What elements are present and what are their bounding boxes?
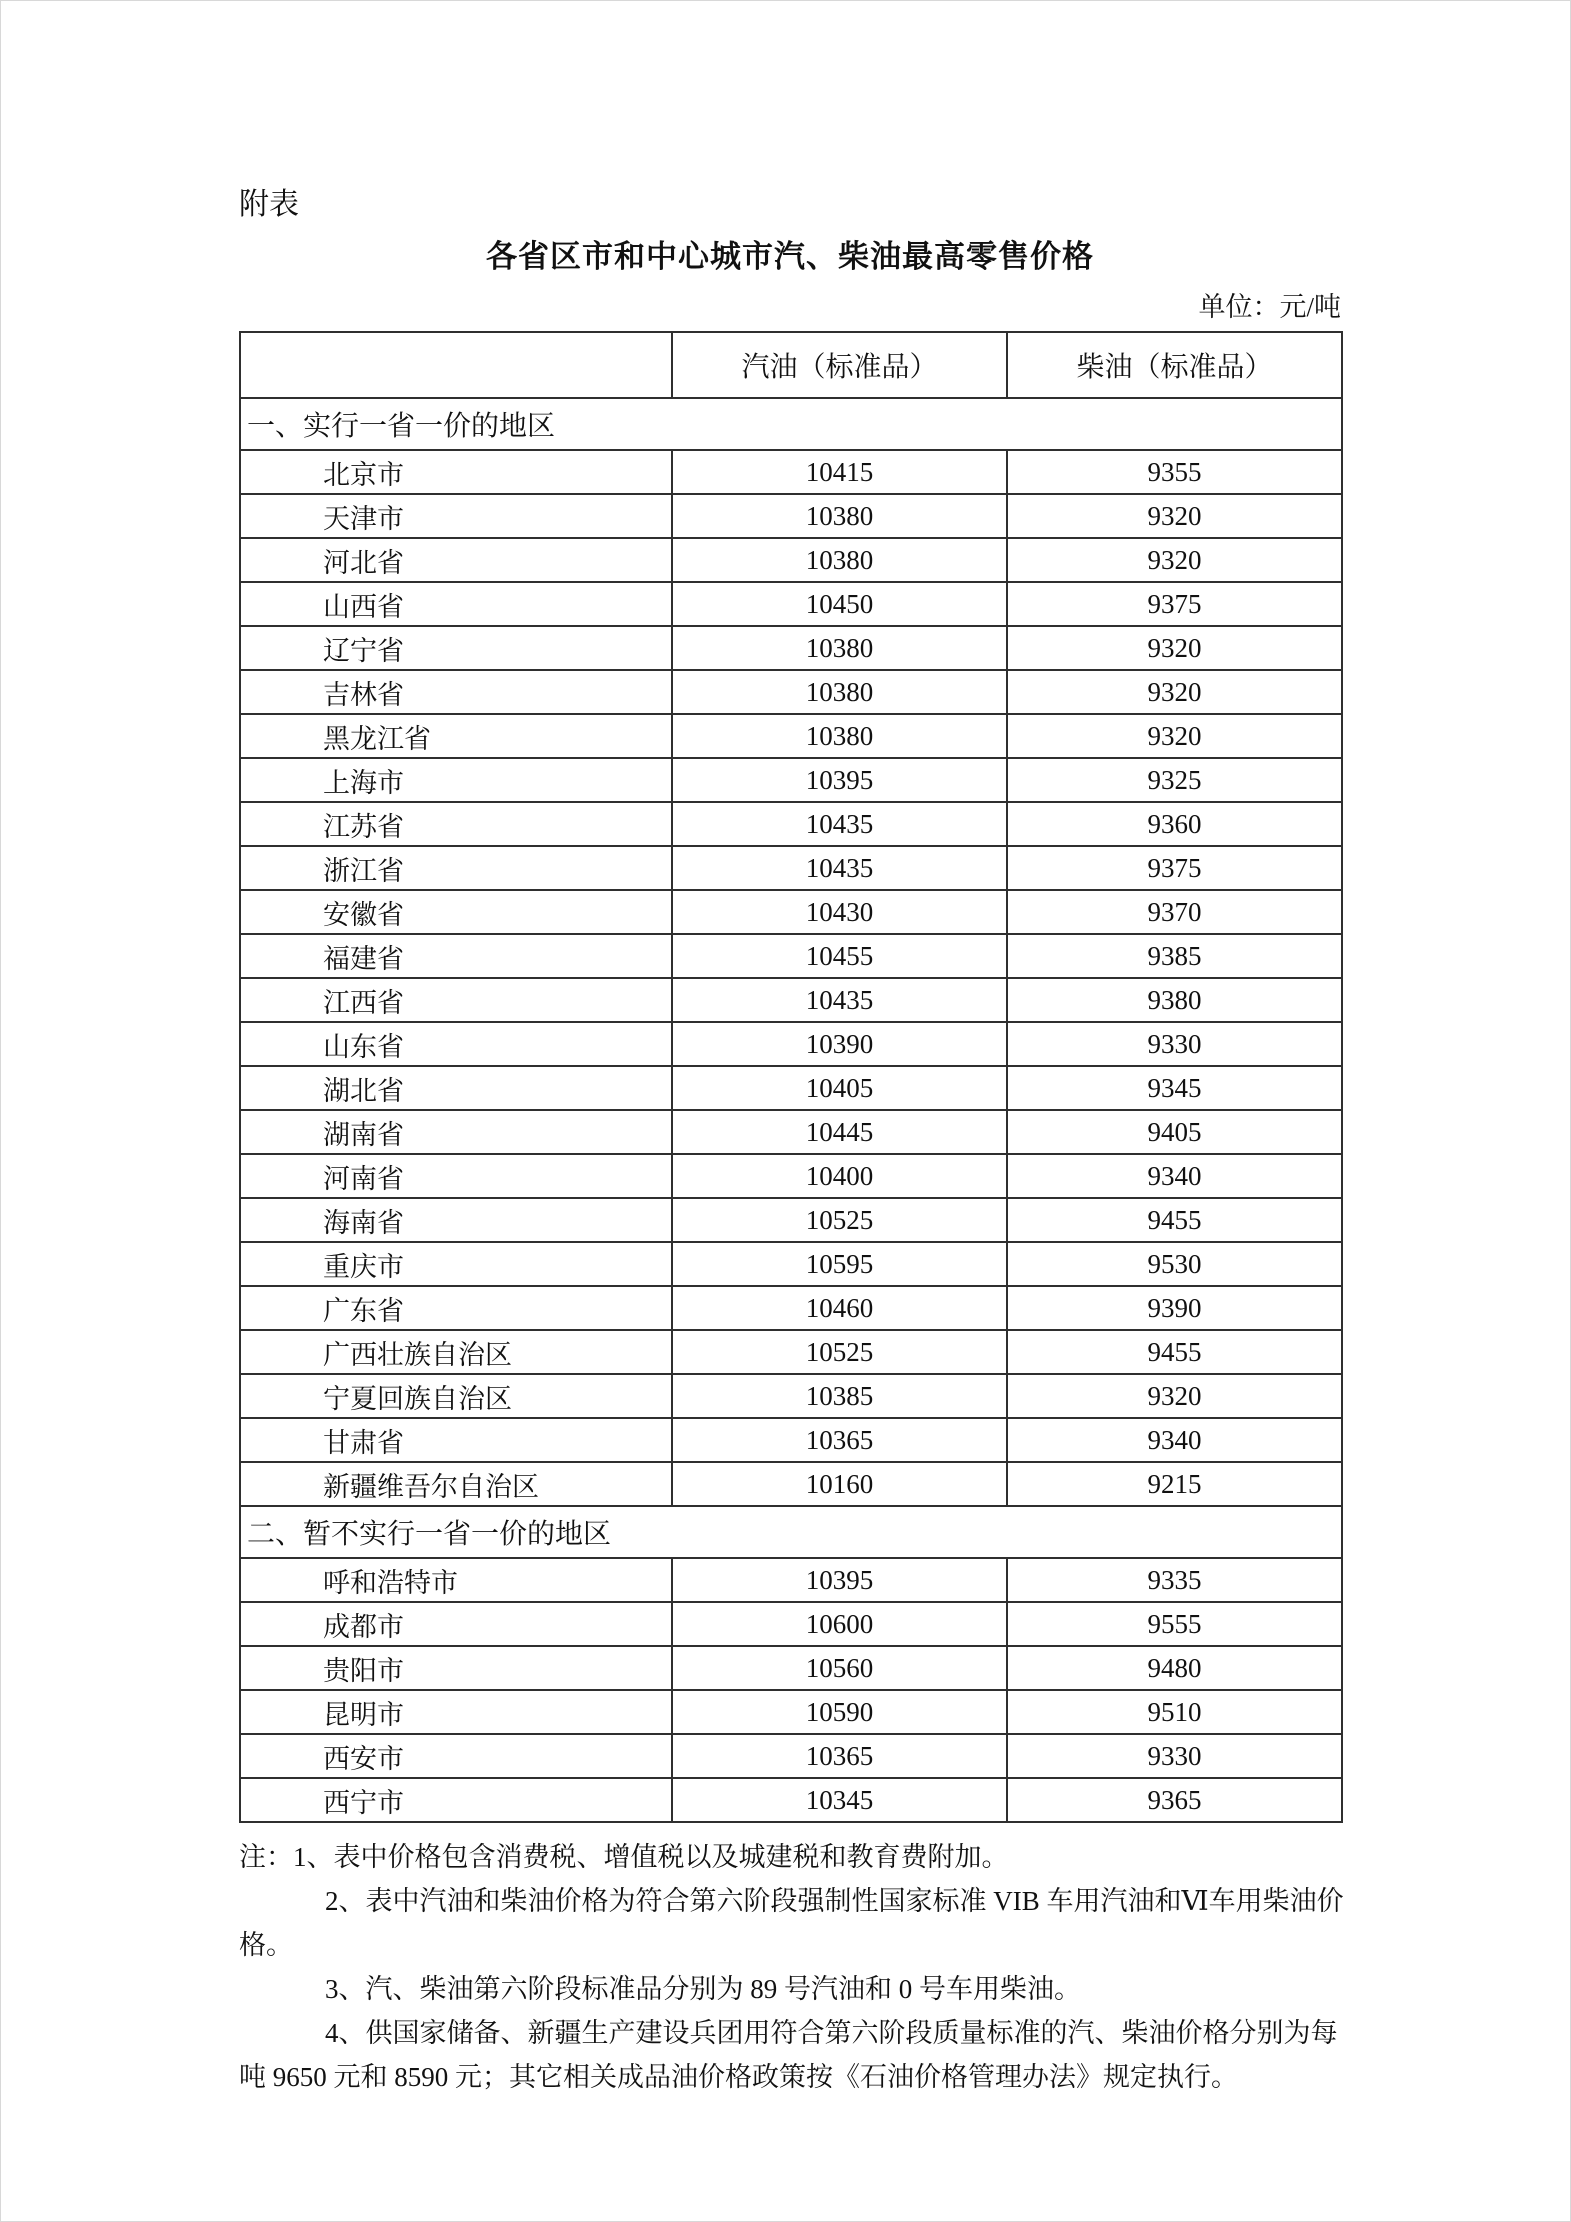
- region-cell: 呼和浩特市: [240, 1558, 672, 1602]
- gasoline-price-cell: 10595: [672, 1242, 1007, 1286]
- section-header-row: [240, 1506, 1342, 1558]
- diesel-price-cell: 9385: [1007, 934, 1342, 978]
- gasoline-price-cell: 10365: [672, 1418, 1007, 1462]
- unit-label: 单位：元/吨: [1198, 292, 1341, 322]
- table-row: [240, 1734, 1342, 1778]
- note-line: 注：1、表中价格包含消费税、增值税以及城建税和教育费附加。: [239, 1842, 1009, 1872]
- gasoline-price-cell: 10385: [672, 1374, 1007, 1418]
- diesel-price-cell: 9320: [1007, 714, 1342, 758]
- gasoline-price-cell: 10365: [672, 1734, 1007, 1778]
- region-cell: 河北省: [240, 538, 672, 582]
- table-row: [240, 1286, 1342, 1330]
- table-row: [240, 758, 1342, 802]
- diesel-price-cell: 9330: [1007, 1022, 1342, 1066]
- region-cell: 广西壮族自治区: [240, 1330, 672, 1374]
- diesel-price-cell: 9355: [1007, 450, 1342, 494]
- table-row: [240, 1066, 1342, 1110]
- section-header-label: 二、暂不实行一省一价的地区: [240, 1506, 1342, 1558]
- table-row: [240, 1690, 1342, 1734]
- table-row: [240, 1374, 1342, 1418]
- region-cell: 成都市: [240, 1602, 672, 1646]
- diesel-column-header: 柴油（标准品）: [1007, 332, 1342, 398]
- gasoline-price-cell: 10445: [672, 1110, 1007, 1154]
- region-cell: 上海市: [240, 758, 672, 802]
- gasoline-price-cell: 10395: [672, 758, 1007, 802]
- diesel-price-cell: 9335: [1007, 1558, 1342, 1602]
- table-row: [240, 494, 1342, 538]
- diesel-price-cell: 9380: [1007, 978, 1342, 1022]
- gasoline-price-cell: 10430: [672, 890, 1007, 934]
- notes: [239, 1835, 1344, 2099]
- table-row: [240, 670, 1342, 714]
- diesel-price-cell: 9320: [1007, 494, 1342, 538]
- diesel-price-cell: 9370: [1007, 890, 1342, 934]
- diesel-price-cell: 9320: [1007, 1374, 1342, 1418]
- region-cell: 湖南省: [240, 1110, 672, 1154]
- diesel-price-cell: 9530: [1007, 1242, 1342, 1286]
- diesel-price-cell: 9340: [1007, 1154, 1342, 1198]
- region-cell: 西安市: [240, 1734, 672, 1778]
- diesel-price-cell: 9510: [1007, 1690, 1342, 1734]
- region-cell: 浙江省: [240, 846, 672, 890]
- region-cell: 昆明市: [240, 1690, 672, 1734]
- table-row: [240, 1330, 1342, 1374]
- diesel-price-cell: 9390: [1007, 1286, 1342, 1330]
- note-line: 吨 9650 元和 8590 元；其它相关成品油价格政策按《石油价格管理办法》规定执行。: [239, 2062, 1238, 2092]
- document-content: [239, 1, 1344, 2099]
- table-row: [240, 1602, 1342, 1646]
- region-cell: 江苏省: [240, 802, 672, 846]
- region-cell: 吉林省: [240, 670, 672, 714]
- region-cell: 福建省: [240, 934, 672, 978]
- diesel-price-cell: 9480: [1007, 1646, 1342, 1690]
- table-row: [240, 978, 1342, 1022]
- gasoline-price-cell: 10400: [672, 1154, 1007, 1198]
- diesel-price-cell: 9325: [1007, 758, 1342, 802]
- gasoline-price-cell: 10525: [672, 1198, 1007, 1242]
- gasoline-price-cell: 10525: [672, 1330, 1007, 1374]
- gasoline-price-cell: 10395: [672, 1558, 1007, 1602]
- note-line: 4、供国家储备、新疆生产建设兵团用符合第六阶段质量标准的汽、柴油价格分别为每: [325, 2018, 1338, 2048]
- gasoline-price-cell: 10435: [672, 846, 1007, 890]
- region-cell: 安徽省: [240, 890, 672, 934]
- region-cell: 重庆市: [240, 1242, 672, 1286]
- diesel-price-cell: 9345: [1007, 1066, 1342, 1110]
- gasoline-price-cell: 10435: [672, 802, 1007, 846]
- gasoline-price-cell: 10380: [672, 714, 1007, 758]
- gasoline-price-cell: 10390: [672, 1022, 1007, 1066]
- gasoline-column-header: 汽油（标准品）: [672, 332, 1007, 398]
- region-cell: 天津市: [240, 494, 672, 538]
- gasoline-price-cell: 10380: [672, 670, 1007, 714]
- table-row: [240, 1242, 1342, 1286]
- table-row: [240, 1022, 1342, 1066]
- gasoline-price-cell: 10380: [672, 494, 1007, 538]
- table-row: [240, 1110, 1342, 1154]
- gasoline-price-cell: 10450: [672, 582, 1007, 626]
- diesel-price-cell: 9375: [1007, 582, 1342, 626]
- region-cell: 湖北省: [240, 1066, 672, 1110]
- section-header-row: [240, 398, 1342, 450]
- region-cell: 黑龙江省: [240, 714, 672, 758]
- diesel-price-cell: 9360: [1007, 802, 1342, 846]
- note-line: 3、汽、柴油第六阶段标准品分别为 89 号汽油和 0 号车用柴油。: [325, 1974, 1081, 2004]
- diesel-price-cell: 9455: [1007, 1198, 1342, 1242]
- gasoline-price-cell: 10415: [672, 450, 1007, 494]
- price-table-body: [240, 398, 1342, 1822]
- note-line: 2、表中汽油和柴油价格为符合第六阶段强制性国家标准 VIB 车用汽油和Ⅵ车用柴油价: [325, 1886, 1344, 1916]
- diesel-price-cell: 9375: [1007, 846, 1342, 890]
- table-row: [240, 714, 1342, 758]
- gasoline-price-cell: 10380: [672, 626, 1007, 670]
- region-cell: 新疆维吾尔自治区: [240, 1462, 672, 1506]
- diesel-price-cell: 9365: [1007, 1778, 1342, 1822]
- table-header-row: [240, 332, 1342, 398]
- diesel-price-cell: 9455: [1007, 1330, 1342, 1374]
- gasoline-price-cell: 10455: [672, 934, 1007, 978]
- table-row: [240, 1646, 1342, 1690]
- price-table: [239, 331, 1343, 1823]
- diesel-price-cell: 9340: [1007, 1418, 1342, 1462]
- region-cell: 北京市: [240, 450, 672, 494]
- diesel-price-cell: 9330: [1007, 1734, 1342, 1778]
- region-cell: 宁夏回族自治区: [240, 1374, 672, 1418]
- diesel-price-cell: 9320: [1007, 670, 1342, 714]
- table-row: [240, 1558, 1342, 1602]
- gasoline-price-cell: 10405: [672, 1066, 1007, 1110]
- table-row: [240, 1198, 1342, 1242]
- region-cell: 江西省: [240, 978, 672, 1022]
- page-title: 各省区市和中心城市汽、柴油最高零售价格: [486, 239, 1094, 274]
- region-cell: 甘肃省: [240, 1418, 672, 1462]
- table-row: [240, 802, 1342, 846]
- gasoline-price-cell: 10435: [672, 978, 1007, 1022]
- table-row: [240, 538, 1342, 582]
- diesel-price-cell: 9405: [1007, 1110, 1342, 1154]
- gasoline-price-cell: 10590: [672, 1690, 1007, 1734]
- region-cell: 河南省: [240, 1154, 672, 1198]
- region-cell: 山东省: [240, 1022, 672, 1066]
- table-row: [240, 1462, 1342, 1506]
- region-column-header: [240, 332, 672, 398]
- appendix-label: 附表: [239, 188, 299, 221]
- note-line: 格。: [239, 1930, 293, 1960]
- region-cell: 贵阳市: [240, 1646, 672, 1690]
- region-cell: 广东省: [240, 1286, 672, 1330]
- table-row: [240, 846, 1342, 890]
- table-row: [240, 934, 1342, 978]
- diesel-price-cell: 9555: [1007, 1602, 1342, 1646]
- gasoline-price-cell: 10460: [672, 1286, 1007, 1330]
- table-row: [240, 890, 1342, 934]
- diesel-price-cell: 9320: [1007, 626, 1342, 670]
- table-row: [240, 450, 1342, 494]
- gasoline-price-cell: 10560: [672, 1646, 1007, 1690]
- table-row: [240, 1418, 1342, 1462]
- table-row: [240, 1154, 1342, 1198]
- region-cell: 西宁市: [240, 1778, 672, 1822]
- table-row: [240, 582, 1342, 626]
- gasoline-price-cell: 10160: [672, 1462, 1007, 1506]
- diesel-price-cell: 9320: [1007, 538, 1342, 582]
- gasoline-price-cell: 10380: [672, 538, 1007, 582]
- region-cell: 辽宁省: [240, 626, 672, 670]
- diesel-price-cell: 9215: [1007, 1462, 1342, 1506]
- table-row: [240, 626, 1342, 670]
- gasoline-price-cell: 10600: [672, 1602, 1007, 1646]
- region-cell: 山西省: [240, 582, 672, 626]
- section-header-label: 一、实行一省一价的地区: [240, 398, 1342, 450]
- gasoline-price-cell: 10345: [672, 1778, 1007, 1822]
- table-row: [240, 1778, 1342, 1822]
- region-cell: 海南省: [240, 1198, 672, 1242]
